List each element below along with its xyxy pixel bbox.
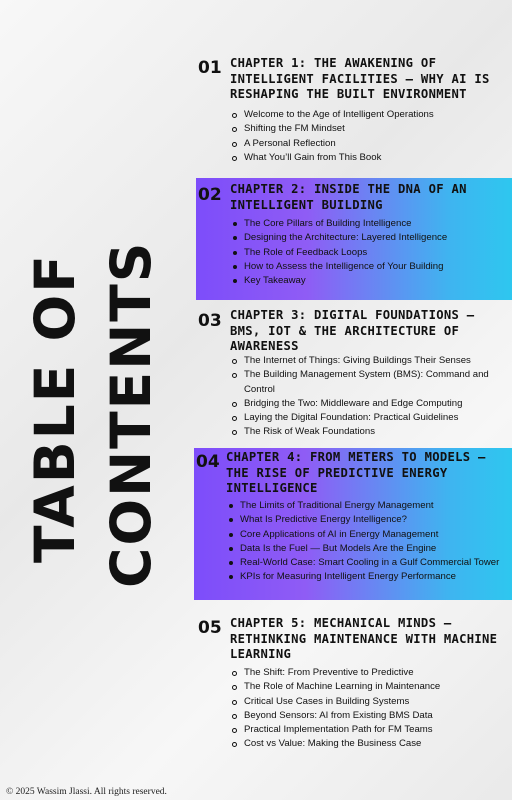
list-item: The Core Pillars of Building Intelligence [230,217,447,231]
list-item: Data Is the Fuel — But Models Are the Engine [226,542,499,556]
list-item: Key Takeaway [230,274,447,288]
list-item: What Is Predictive Energy Intelligence? [226,513,499,527]
chapter-items [226,499,499,585]
chapter-number: 03 [198,311,222,331]
list-item: Designing the Architecture: Layered Intelligence [230,231,447,245]
title-line-1: TABLE OF [23,253,87,563]
chapter-1-section [196,54,512,168]
list-item: A Personal Reflection [230,137,434,151]
list-item: The Building Management System (BMS): Command and Control [230,368,512,397]
list-item: Welcome to the Age of Intelligent Operations [230,108,434,122]
chapter-items [230,108,434,165]
list-item: Cost vs Value: Making the Business Case [230,737,440,751]
list-item: Practical Implementation Path for FM Teams [230,723,440,737]
list-item: The Role of Machine Learning in Maintenance [230,680,440,694]
chapter-title: CHAPTER 1: THE AWAKENING OF INTELLIGENT FACILITIES — WHY AI IS RESHAPING THE BUILT ENVIRONMENT [230,56,490,101]
chapter-number: 05 [198,618,222,638]
list-item: Real-World Case: Smart Cooling in a Gulf Commercial Tower [226,556,499,570]
list-item: The Shift: From Preventive to Predictive [230,666,440,680]
chapter-title: CHAPTER 4: FROM METERS TO MODELS — THE RISE OF PREDICTIVE ENERGY INTELLIGENCE [226,450,486,495]
list-item: The Risk of Weak Foundations [230,425,512,439]
copyright-footer: © 2025 Wassim Jlassi. All rights reserved. [6,787,167,797]
list-item: Shifting the FM Mindset [230,122,434,136]
chapter-4-section [194,448,512,600]
list-item: The Limits of Traditional Energy Management [226,499,499,513]
chapter-number: 02 [198,185,222,205]
chapter-items [230,354,512,440]
chapter-number: 04 [196,452,220,472]
title-line-2: CONTENTS [99,240,163,588]
chapter-number: 01 [198,58,222,78]
list-item: Laying the Digital Foundation: Practical Guidelines [230,411,512,425]
list-item: How to Assess the Intelligence of Your Building [230,260,447,274]
list-item: Core Applications of AI in Energy Management [226,528,499,542]
list-item: Beyond Sensors: AI from Existing BMS Data [230,709,440,723]
chapter-title: CHAPTER 3: DIGITAL FOUNDATIONS — BMS, IOT & THE ARCHITECTURE OF AWARENESS [230,308,475,353]
chapter-2-section [196,178,512,300]
page-title [23,232,168,602]
chapter-3-section [196,306,512,444]
list-item: The Internet of Things: Giving Buildings Their Senses [230,354,512,368]
list-item: Critical Use Cases in Building Systems [230,695,440,709]
list-item: Bridging the Two: Middleware and Edge Computing [230,397,512,411]
chapter-items [230,217,447,288]
chapter-title: CHAPTER 5: MECHANICAL MINDS — RETHINKING MAINTENANCE WITH MACHINE LEARNING [230,616,498,661]
list-item: What You’ll Gain from This Book [230,151,434,165]
chapter-5-section [196,614,512,754]
chapter-items [230,666,440,752]
chapter-title: CHAPTER 2: INSIDE THE DNA OF AN INTELLIGENT BUILDING [230,182,467,212]
list-item: KPIs for Measuring Intelligent Energy Performance [226,570,499,584]
list-item: The Role of Feedback Loops [230,246,447,260]
